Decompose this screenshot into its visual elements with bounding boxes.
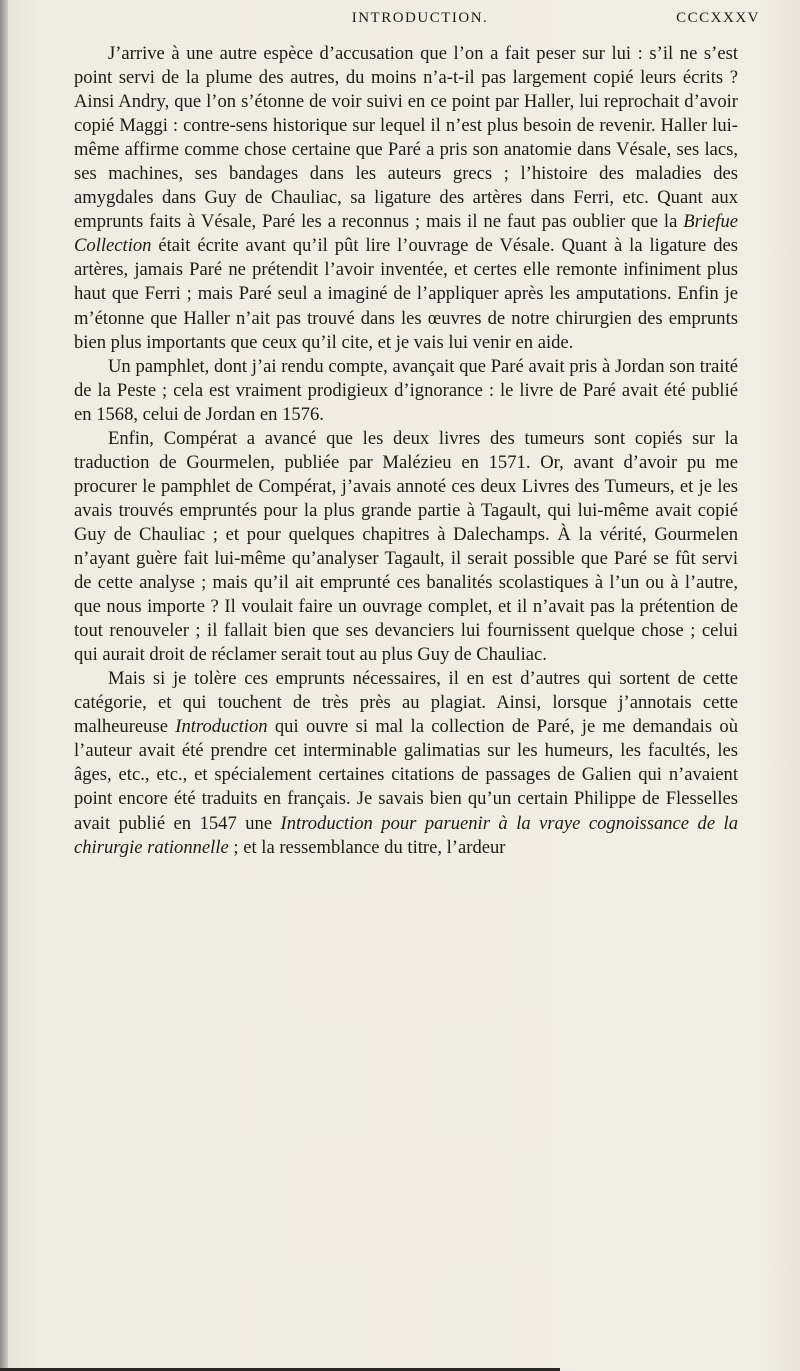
page-spine-shadow [0, 0, 8, 1371]
text-run: Mais si je tolère ces emprunts nécessaires, il en est d’autres qui sortent de cette catégorie, et qui touchent de très près au plagiat. Ainsi, lorsque j’annotais cette malheureuse [74, 668, 738, 738]
text-run: ; et la ressemblance du titre, l’ardeur [228, 836, 506, 858]
italic-title-run: Introduction [175, 716, 268, 738]
paragraph [74, 427, 738, 667]
text-run: qui ouvre si mal la collection de Paré, je me demandais où l’auteur avait été prendre cet interminable galimatias sur les humeurs, les facultés, les âges, etc., etc., et spécialement certaines citations de passages de Galien qui n’avaient point encore été traduits en français. Je savais bien qu’un certain Philippe de Flesselles avait publié en 1547 une [74, 716, 738, 834]
page-number: CCCXXXV [676, 10, 760, 26]
text-run: J’arrive à une autre espèce d’accusation que l’on a fait peser sur lui : s’il ne s’est point servi de la plume des autres, du moins n’a-t-il pas largement copié leurs écrits ? Ainsi Andry, que l’on s’étonne de voir suivi en ce point par Haller, lui reprochait d’avoir copié Maggi : contre-sens historique sur lequel il n’est plus besoin de revenir. Haller lui-même affirme comme chose certaine que Paré a pris son anatomie dans Vésale, ses lacs, ses machines, ses bandages dans les auteurs grecs ; l’histoire des maladies des amygdales dans Guy de Chauliac, sa ligature des artères dans Ferri, etc. Quant aux emprunts faits à Vésale, Paré les a reconnus ; mais il ne faut pas oublier que la [74, 43, 738, 233]
paragraph [74, 667, 738, 859]
italic-title-run: Briefue Collection [74, 211, 738, 257]
page-header [80, 10, 760, 36]
text-run: était écrite avant qu’il pût lire l’ouvrage de Vésale. Quant à la ligature des artères, jamais Paré ne prétendit l’avoir inventée, et certes elle remonte infiniment plus haut que Ferri ; mais Paré seul a imaginé de l’appliquer après les amputations. Enfin je m’étonne que Haller n’ait pas trouvé dans les œuvres de notre chirurgien des emprunts bien plus importants que ceux qu’il cite, et je vais lui venir en aide. [74, 235, 738, 353]
paragraph [74, 355, 738, 427]
italic-title-run: Introduction pour paruenir à la vraye cognoissance de la chirurgie rationnelle [74, 812, 739, 858]
running-head: INTRODUCTION. [351, 10, 489, 26]
text-run: Enfin, Compérat a avancé que les deux livres des tumeurs sont copiés sur la traduction de Gourmelen, publiée par Malézieu en 1571. Or, avant d’avoir pu me procurer le pamphlet de Compérat, j’avais annoté ces deux Livres des Tumeurs, et je les avais trouvés empruntés pour la plus grande partie à Tagault, qui lui-même avait copié Guy de Chauliac ; et pour quelques chapitres à Dalechamps. À la vérité, Gourmelen n’ayant guère fait lui-même qu’analyser Tagault, il serait possible que Paré se fût servi de cette analyse ; mais qu’il ait emprunté ces banalités scolastiques à l’un ou à l’autre, que nous importe ? Il voulait faire un ouvrage complet, et il n’avait pas la prétention de tout renouveler ; il fallait bien que ses devanciers lui fournissent quelque chose ; celui qui aurait droit de réclamer serait tout au plus Guy de Chauliac. [74, 427, 738, 666]
text-run: Un pamphlet, dont j’ai rendu compte, avançait que Paré avait pris à Jordan son traité de la Peste ; cela est vraiment prodigieux d’ignorance : le livre de Paré avait été publié en 1568, celui de Jordan en 1576. [74, 355, 738, 425]
paragraph [74, 42, 738, 355]
body-text [74, 42, 738, 860]
